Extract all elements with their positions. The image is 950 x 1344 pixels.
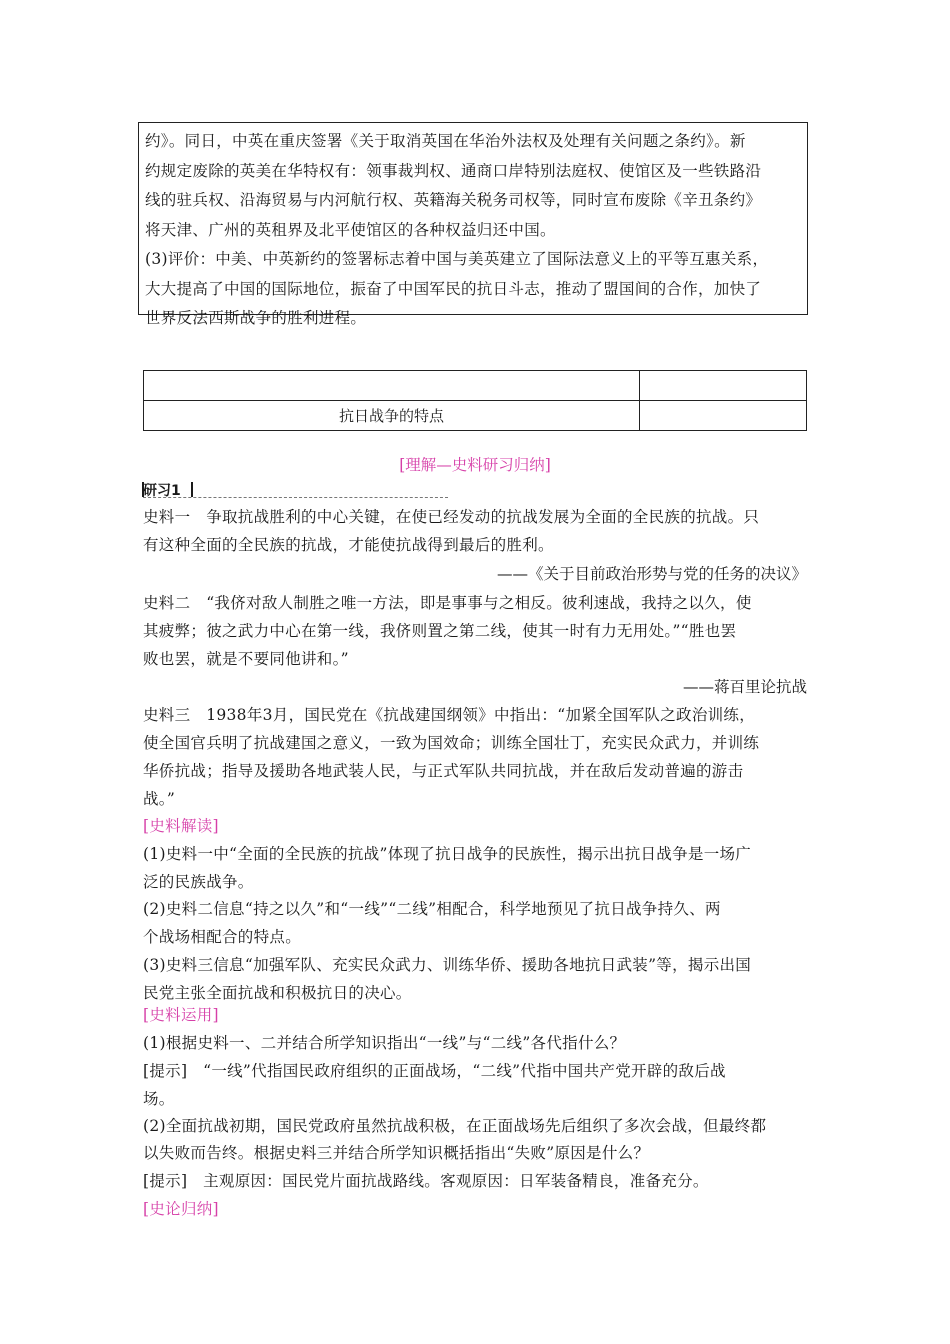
text-line: 史料三 1938年3月，国民党在《抗战建国纲领》中指出：“加紧全国军队之政治训练， [143, 706, 756, 724]
subheading-interpretation: [史料解读] [143, 817, 219, 835]
text-line: 民党主张全面抗战和积极抗日的决心。 [143, 984, 412, 1002]
text-line: 战。” [143, 790, 176, 808]
text-line: (1)史料一中“全面的全民族的抗战”体现了抗日战争的民族性，揭示出抗日战争是一场广 [143, 845, 752, 863]
box-line: 世界反法西斯战争的胜利进程。 [145, 309, 367, 327]
text-line: 败也罢，就是不要同他讲和。” [143, 650, 349, 668]
box-line: 约》。同日，中英在重庆签署《关于取消英国在华治外法权及处理有关问题之条约》。新 [145, 132, 746, 150]
text-line: (1)根据史料一、二并结合所学知识指出“一线”与“二线”各代指什么？ [143, 1034, 626, 1052]
text-line: 华侨抗战；指导及援助各地武装人民，与正式军队共同抗战，并在敌后发动普遍的游击 [143, 762, 744, 780]
topic-table-cell [640, 371, 807, 401]
subheading-application: [史料运用] [143, 1006, 219, 1024]
text-line: 个战场相配合的特点。 [143, 928, 302, 946]
topic-table-cell [640, 401, 807, 431]
box-line: 将天津、广州的英租界及北平使馆区的各种权益归还中国。 [145, 220, 556, 239]
text-line: 其疲弊；彼之武力中心在第一线，我侪则置之第二线，使其一时有力无用处。”“胜也罢 [143, 622, 737, 640]
topic-title: 抗日战争的特点 [144, 401, 640, 431]
text-line: 以失败而告终。根据史料三并结合所学知识概括指出“失败”原因是什么？ [143, 1144, 650, 1162]
summary-box [138, 122, 808, 327]
text-line: [提示] 主观原因：国民党片面抗战路线。客观原因：日军装备精良，准备充分。 [143, 1172, 709, 1190]
section-heading: [理解—史料研习归纳] [399, 456, 551, 474]
text-line: [提示] “一线”代指国民政府组织的正面战场，“二线”代指中国共产党开辟的敌后战 [143, 1062, 726, 1080]
text-line: 场。 [143, 1090, 175, 1108]
box-line: (3)评价：中美、中英新约的签署标志着中国与美英建立了国际法意义上的平等互惠关系， [145, 250, 769, 268]
text-line: 有这种全面的全民族的抗战，才能使抗战得到最后的胜利。 [143, 536, 554, 554]
tag-bar-right [191, 482, 193, 497]
text-line: 泛的民族战争。 [143, 873, 254, 891]
topic-table [143, 370, 807, 431]
subheading-summary: [史论归纳] [143, 1200, 219, 1218]
text-line: 史料二 “我侪对敌人制胜之唯一方法，即是事事与之相反。彼利速战，我持之以久，使 [143, 594, 752, 612]
box-line: 约规定废除的英美在华特权有：领事裁判权、通商口岸特别法庭权、使馆区及一些铁路沿 [145, 161, 762, 180]
dashed-divider [143, 497, 448, 498]
topic-table-row [144, 401, 807, 431]
topic-table-cell [144, 371, 640, 401]
source-attribution: ——《关于目前政治形势与党的任务的决议》 [496, 565, 807, 583]
text-line: (2)全面抗战初期，国民党政府虽然抗战积极，在正面战场先后组织了多次会战，但最终都 [143, 1117, 767, 1135]
source-attribution: ——蒋百里论抗战 [682, 678, 807, 696]
text-line: (2)史料二信息“持之以久”和“一线”“二线”相配合，科学地预见了抗日战争持久、两 [143, 900, 721, 918]
text-line: 史料一 争取抗战胜利的中心关键，在使已经发动的抗战发展为全面的全民族的抗战。只 [143, 508, 760, 526]
topic-table-row [144, 371, 807, 401]
text-line: (3)史料三信息“加强军队、充实民众武力、训练华侨、援助各地抗日武装”等，揭示出国 [143, 956, 752, 974]
study-tag-label: 研习1 [143, 483, 181, 499]
text-line: 使全国官兵明了抗战建国之意义，一致为国效命；训练全国壮丁，充实民众武力，并训练 [143, 734, 760, 752]
box-line: 线的驻兵权、沿海贸易与内河航行权、英籍海关税务司权等，同时宣布废除《辛丑条约》 [145, 191, 762, 209]
box-line: 大大提高了中国的国际地位，振奋了中国军民的抗日斗志，推动了盟国间的合作，加快了 [145, 279, 762, 298]
